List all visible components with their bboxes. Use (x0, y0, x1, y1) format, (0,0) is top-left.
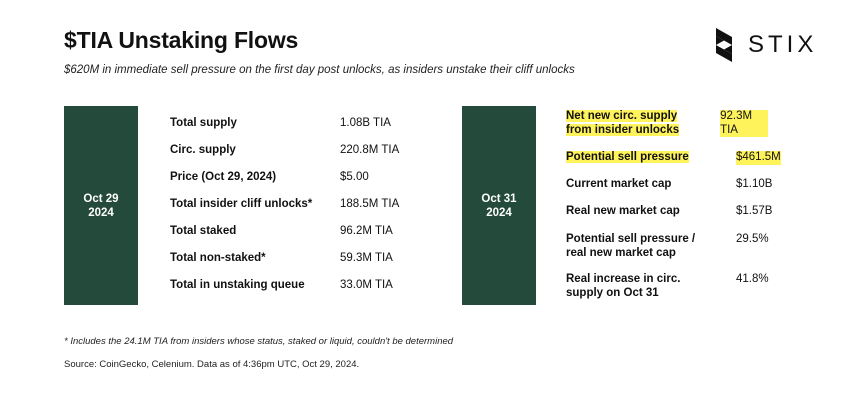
stat-label (566, 273, 736, 300)
stat-row (170, 225, 399, 252)
date-panel-year: 2024 (486, 206, 512, 219)
stat-label-line2: real new market cap (566, 246, 676, 259)
date-panel-oct31 (462, 106, 536, 305)
stat-row-current-mcap (566, 178, 772, 192)
stat-label-line1: Real increase in circ. (566, 273, 681, 285)
left-stats-list (170, 117, 399, 306)
date-panel-year: 2024 (88, 206, 114, 219)
stat-label (566, 110, 720, 137)
stix-logo-icon (710, 28, 738, 62)
stat-label-line1: Net new circ. supply (566, 110, 678, 122)
logo-text: STIX (748, 31, 818, 58)
stat-label-line2: supply on Oct 31 (566, 286, 659, 299)
source-note: Source: CoinGecko, Celenium. Data as of 4:36pm UTC, Oct 29, 2024. (64, 359, 360, 370)
stat-label-line2: from insider unlocks (566, 123, 680, 136)
stat-value: $461.5M (736, 151, 781, 163)
stat-label: Real new market cap (566, 205, 680, 217)
stat-label: Price (Oct 29, 2024) (170, 171, 277, 183)
stat-value: 59.3M TIA (340, 252, 393, 264)
stat-label-line1: Potential sell pressure / (566, 233, 696, 245)
date-panel-day: Oct 31 (481, 192, 517, 205)
stat-label: Total in unstaking queue (170, 279, 305, 291)
stat-value: $5.00 (340, 171, 369, 183)
stat-value: 1.08B TIA (340, 117, 391, 129)
stat-value: 92.3M TIA (720, 110, 768, 137)
stat-value: $1.10B (736, 178, 773, 190)
stat-row-real-new-mcap (566, 205, 772, 219)
stat-row-sell-ratio (566, 233, 769, 260)
footnote: * Includes the 24.1M TIA from insiders whose status, staked or liquid, couldn't be determined (64, 336, 454, 347)
date-panel-oct29 (64, 106, 138, 305)
stat-row (170, 279, 399, 306)
stat-value: 33.0M TIA (340, 279, 393, 291)
stat-row-circ-increase (566, 273, 769, 300)
stat-row (170, 144, 399, 171)
stat-value: 220.8M TIA (340, 144, 400, 156)
stat-label: Current market cap (566, 178, 672, 190)
stat-row-net-new-supply (566, 110, 768, 137)
stat-label: Total non-staked* (170, 252, 266, 264)
stat-label-line1: Potential sell pressure (566, 151, 689, 163)
stat-row (170, 198, 399, 225)
stat-value: 188.5M TIA (340, 198, 400, 210)
stat-label: Total insider cliff unlocks* (170, 198, 313, 210)
stat-row (170, 171, 399, 198)
stat-row (170, 252, 399, 279)
stat-row-sell-pressure (566, 151, 781, 165)
stat-label (566, 233, 736, 260)
stat-value: 41.8% (736, 273, 769, 285)
page-title: $TIA Unstaking Flows (64, 27, 299, 53)
stat-value: 29.5% (736, 233, 769, 245)
stat-value: 96.2M TIA (340, 225, 393, 237)
stat-label: Total supply (170, 117, 237, 129)
stat-row (170, 117, 399, 144)
date-panel-day: Oct 29 (83, 192, 119, 205)
stat-label (566, 151, 736, 165)
stix-logo (710, 28, 817, 62)
page-subtitle: $620M in immediate sell pressure on the first day post unlocks, as insiders unstake their cliff unlocks (64, 64, 575, 76)
stat-label: Total staked (170, 225, 237, 237)
stat-label: Circ. supply (170, 144, 236, 156)
stat-value: $1.57B (736, 205, 773, 217)
